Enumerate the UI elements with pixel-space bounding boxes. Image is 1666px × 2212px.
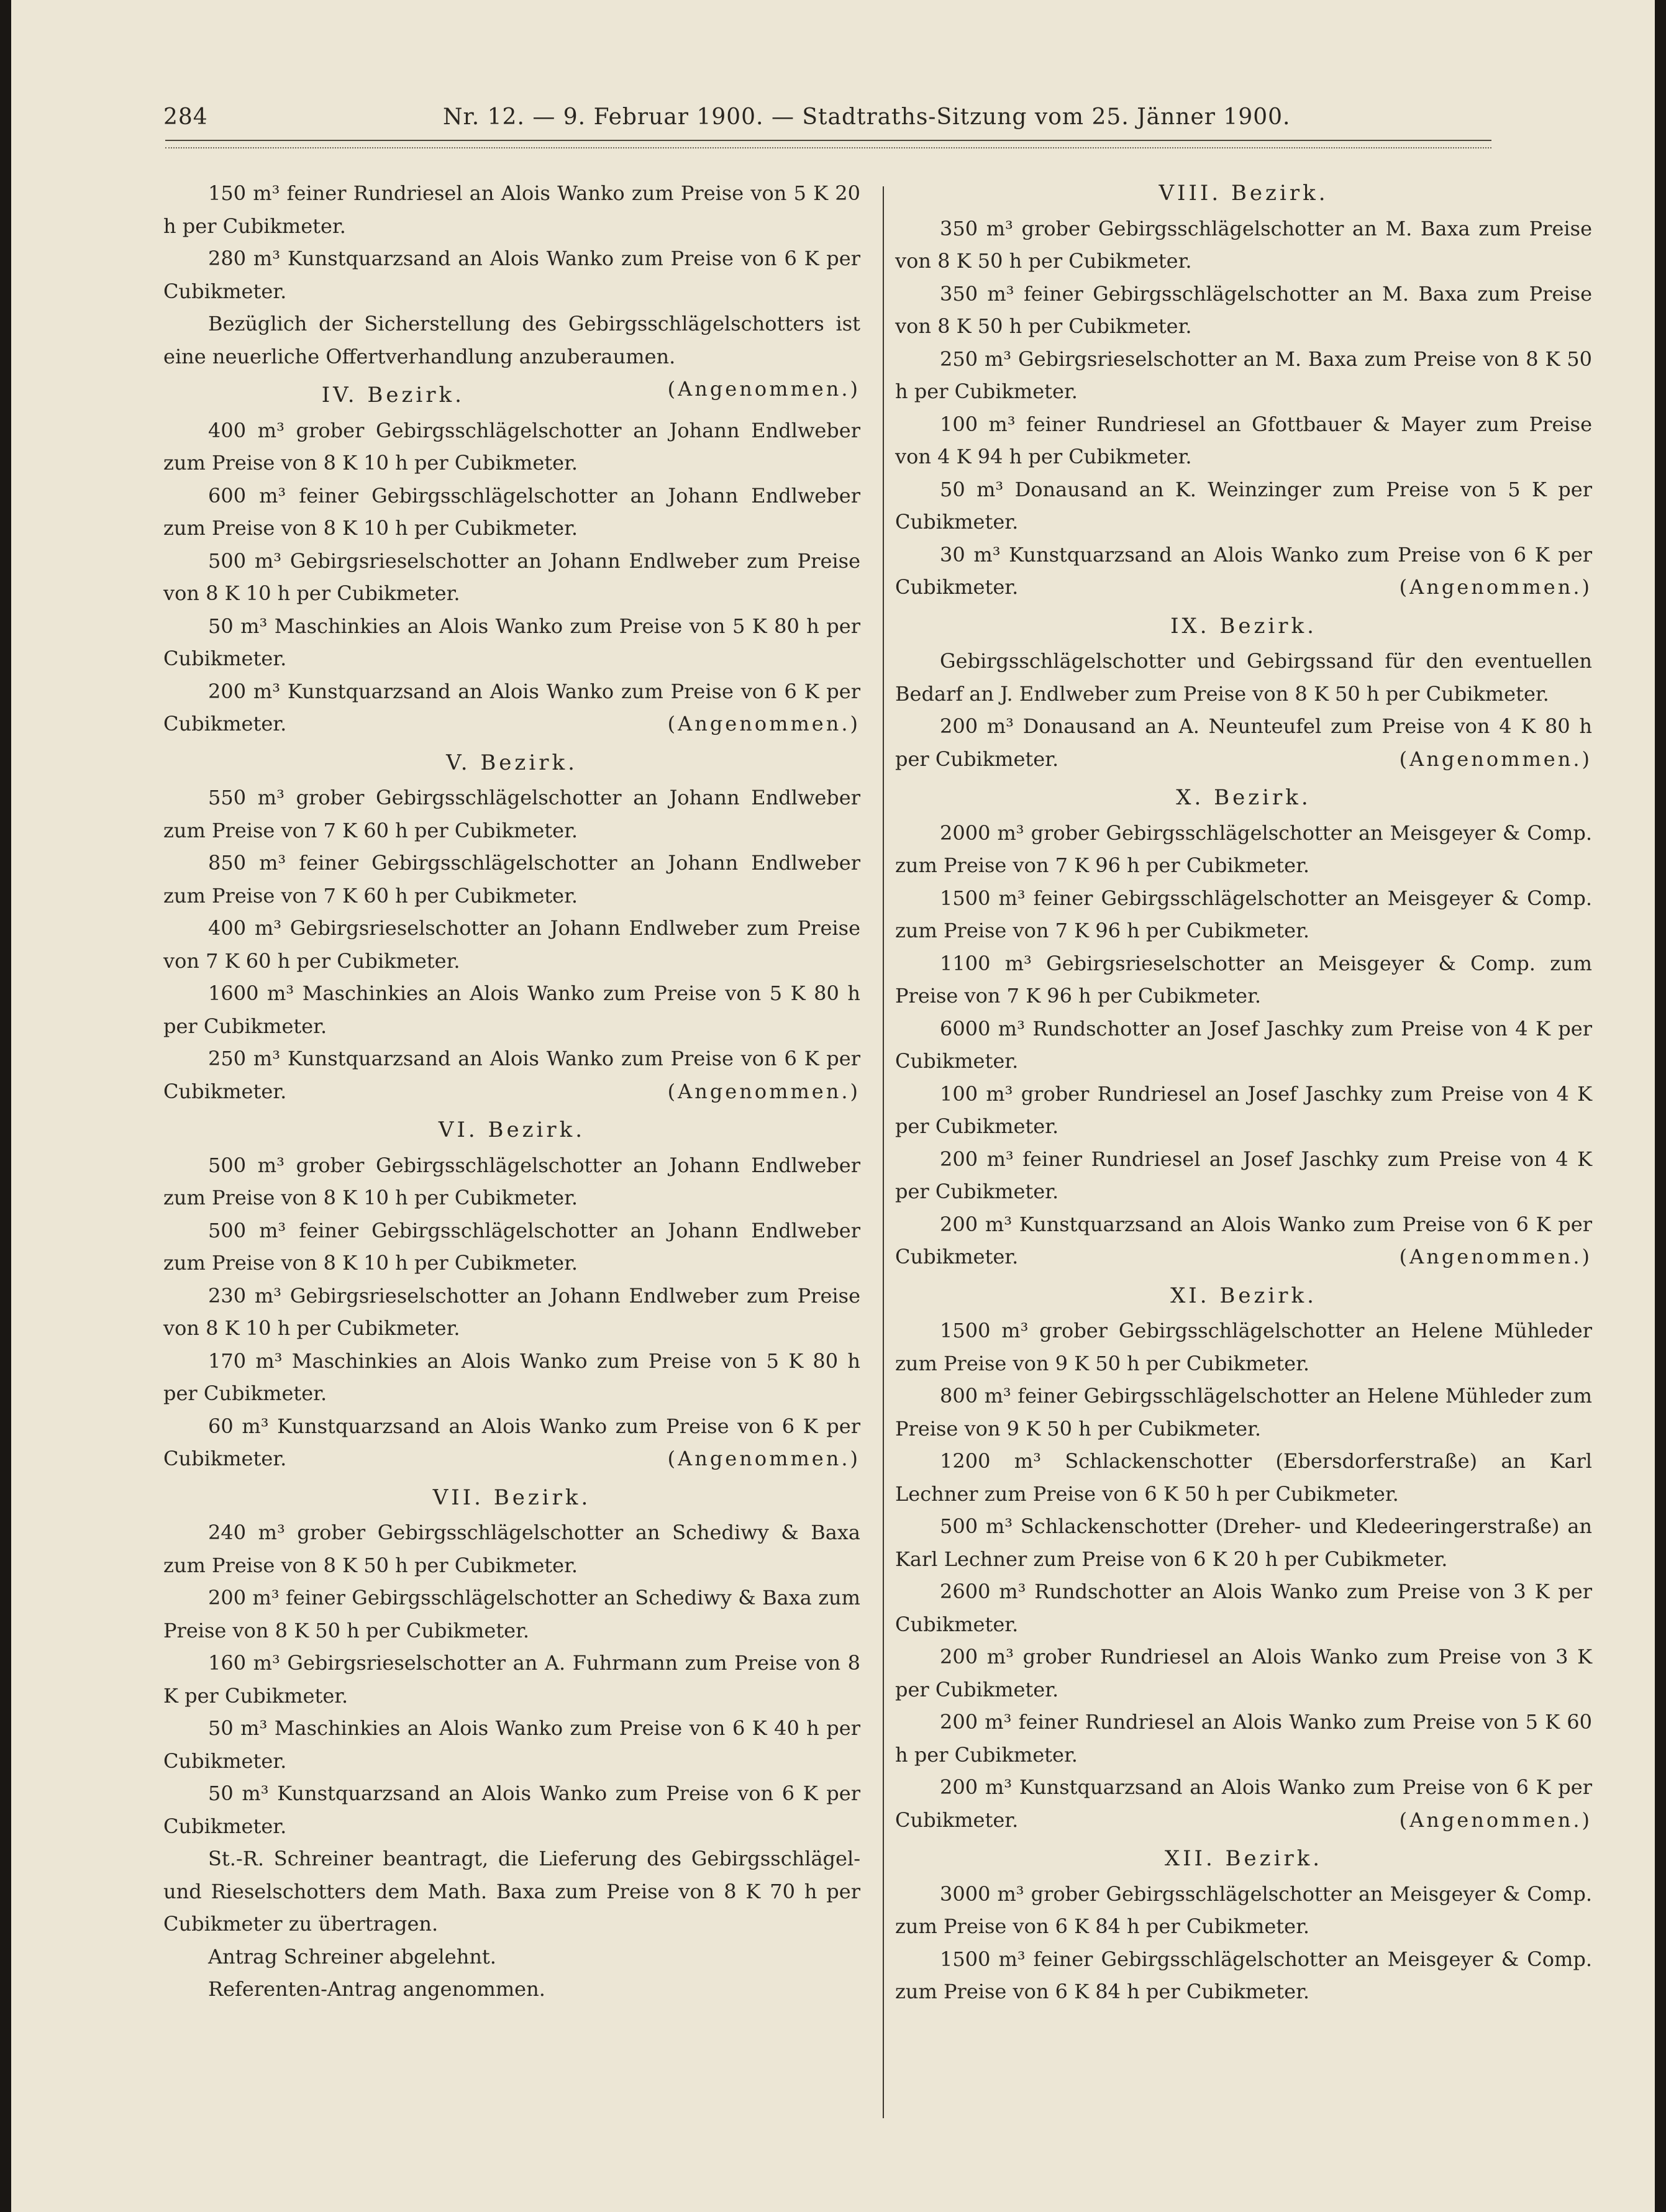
paragraph: 1200 m³ Schlackenschotter (Ebersdorferstraße) an Karl Lechner zum Preise von 6 K 50 h per Cubikmeter. — [895, 1449, 1592, 1506]
paragraph: Gebirgsschlägelschotter und Gebirgssand für den eventuellen Bedarf an J. Endlweber zum Preise von 8 K 50 h per Cubikmeter. — [895, 649, 1592, 706]
paragraph: 2600 m³ Rundschotter an Alois Wanko zum Preise von 3 K per Cubikmeter. — [895, 1580, 1592, 1636]
paragraph: 50 m³ Maschinkies an Alois Wanko zum Preise von 5 K 80 h per Cubikmeter. — [163, 614, 860, 670]
paragraph — [895, 539, 1592, 604]
motion-paragraph: St.-R. Schreiner beantragt, die Lieferung des Gebirgsschlägel- und Rieselschotters dem Math. Baxa zum Preise von 8 K 70 h per Cubikmeter zu übertragen. — [163, 1847, 860, 1936]
paragraph: 250 m³ Gebirgsrieselschotter an M. Baxa zum Preise von 8 K 50 h per Cubikmeter. — [895, 347, 1592, 403]
paragraph: 3000 m³ grober Gebirgsschlägelschotter an Meisgeyer & Comp. zum Preise von 6 K 84 h per Cubikmeter. — [895, 1882, 1592, 1938]
accepted-note: (Angenommen.) — [667, 377, 860, 401]
paragraph: 100 m³ feiner Rundriesel an Gfottbauer & Mayer zum Preise von 4 K 94 h per Cubikmeter. — [895, 412, 1592, 468]
column-divider — [883, 186, 884, 2118]
paragraph: 1500 m³ feiner Gebirgsschlägelschotter an Meisgeyer & Comp. zum Preise von 6 K 84 h per Cubikmeter. — [895, 1947, 1592, 2003]
section-heading: IV. Bezirk. — [321, 383, 465, 407]
section-heading: VII. Bezirk. — [432, 1485, 591, 1510]
paragraph: 1500 m³ feiner Gebirgsschlägelschotter an Meisgeyer & Comp. zum Preise von 7 K 96 h per Cubikmeter. — [895, 886, 1592, 942]
accepted-note: (Angenommen.) — [667, 1079, 860, 1103]
paragraph — [163, 675, 860, 740]
paragraph: 200 m³ feiner Rundriesel an Josef Jaschky zum Preise von 4 K per Cubikmeter. — [895, 1147, 1592, 1203]
section-heading: X. Bezirk. — [1176, 785, 1311, 810]
page-number: 284 — [163, 104, 208, 130]
paragraph — [895, 1208, 1592, 1273]
paragraph-text: 200 m³ Kunstquarzsand an Alois Wanko zum Preise von 6 K per Cubikmeter. — [163, 679, 860, 735]
paragraph: 500 m³ Schlackenschotter (Dreher- und Kledeeringerstraße) an Karl Lechner zum Preise von 6 K 20 h per Cubikmeter. — [895, 1514, 1592, 1571]
header-rule — [165, 140, 1491, 148]
paragraph: 1500 m³ grober Gebirgsschlägelschotter an Helene Mühleder zum Preise von 9 K 50 h per Cubikmeter. — [895, 1319, 1592, 1375]
section-heading: V. Bezirk. — [446, 750, 578, 775]
paragraph: 850 m³ feiner Gebirgsschlägelschotter an Johann Endlweber zum Preise von 7 K 60 h per Cubikmeter. — [163, 851, 860, 908]
accepted-note: (Angenommen.) — [667, 1447, 860, 1470]
motion-result: Referenten-Antrag angenommen. — [208, 1977, 545, 2001]
paragraph: 1100 m³ Gebirgsrieselschotter an Meisgeyer & Comp. zum Preise von 7 K 96 h per Cubikmeter. — [895, 951, 1592, 1008]
left-column — [163, 177, 860, 2006]
accepted-note: (Angenommen.) — [1399, 1808, 1592, 1832]
paragraph — [163, 1410, 860, 1475]
paragraph-text: 200 m³ Kunstquarzsand an Alois Wanko zum Preise von 6 K per Cubikmeter. — [895, 1775, 1592, 1832]
paragraph: 350 m³ feiner Gebirgsschlägelschotter an M. Baxa zum Preise von 8 K 50 h per Cubikmeter. — [895, 281, 1592, 338]
accepted-note: (Angenommen.) — [1399, 747, 1592, 771]
paragraph: 350 m³ grober Gebirgsschlägelschotter an M. Baxa zum Preise von 8 K 50 h per Cubikmeter. — [895, 216, 1592, 273]
section-heading: VI. Bezirk. — [438, 1117, 586, 1142]
page-header — [163, 98, 1499, 135]
paragraph: 50 m³ Kunstquarzsand an Alois Wanko zum Preise von 6 K per Cubikmeter. — [163, 1782, 860, 1838]
section-heading: VIII. Bezirk. — [1158, 181, 1329, 206]
document-page — [11, 0, 1655, 2212]
motion-result: Antrag Schreiner abgelehnt. — [208, 1944, 496, 1968]
paragraph: 200 m³ feiner Rundriesel an Alois Wanko zum Preise von 5 K 60 h per Cubikmeter. — [895, 1710, 1592, 1767]
paragraph — [163, 1042, 860, 1108]
section-heading: XI. Bezirk. — [1170, 1283, 1317, 1308]
paragraph: 2000 m³ grober Gebirgsschlägelschotter an Meisgeyer & Comp. zum Preise von 7 K 96 h per Cubikmeter. — [895, 821, 1592, 877]
paragraph-text: 250 m³ Kunstquarzsand an Alois Wanko zum Preise von 6 K per Cubikmeter. — [163, 1047, 860, 1103]
paragraph: 800 m³ feiner Gebirgsschlägelschotter an Helene Mühleder zum Preise von 9 K 50 h per Cubikmeter. — [895, 1384, 1592, 1441]
accepted-note: (Angenommen.) — [1399, 1245, 1592, 1268]
paragraph: 500 m³ grober Gebirgsschlägelschotter an Johann Endlweber zum Preise von 8 K 10 h per Cubikmeter. — [163, 1153, 860, 1209]
paragraph: 150 m³ feiner Rundriesel an Alois Wanko zum Preise von 5 K 20 h per Cubikmeter. — [163, 181, 860, 238]
paragraph: 100 m³ grober Rundriesel an Josef Jaschky zum Preise von 4 K per Cubikmeter. — [895, 1081, 1592, 1138]
paragraph: 50 m³ Maschinkies an Alois Wanko zum Preise von 6 K 40 h per Cubikmeter. — [163, 1716, 860, 1773]
paragraph: 6000 m³ Rundschotter an Josef Jaschky zum Preise von 4 K per Cubikmeter. — [895, 1016, 1592, 1073]
paragraph: 550 m³ grober Gebirgsschlägelschotter an Johann Endlweber zum Preise von 7 K 60 h per Cubikmeter. — [163, 786, 860, 842]
paragraph: 500 m³ feiner Gebirgsschlägelschotter an Johann Endlweber zum Preise von 8 K 10 h per Cubikmeter. — [163, 1218, 860, 1275]
paragraph: 400 m³ grober Gebirgsschlägelschotter an Johann Endlweber zum Preise von 8 K 10 h per Cubikmeter. — [163, 418, 860, 475]
accepted-note: (Angenommen.) — [667, 712, 860, 735]
right-column — [895, 177, 1592, 2008]
paragraph — [895, 710, 1592, 775]
paragraph: 200 m³ grober Rundriesel an Alois Wanko zum Preise von 3 K per Cubikmeter. — [895, 1645, 1592, 1701]
paragraph-text: 200 m³ Kunstquarzsand an Alois Wanko zum Preise von 6 K per Cubikmeter. — [895, 1212, 1592, 1268]
running-title: Nr. 12. — 9. Februar 1900. — Stadtraths-Sitzung vom 25. Jänner 1900. — [443, 104, 1291, 130]
paragraph: 230 m³ Gebirgsrieselschotter an Johann Endlweber zum Preise von 8 K 10 h per Cubikmeter. — [163, 1283, 860, 1340]
section-heading: IX. Bezirk. — [1170, 613, 1317, 639]
paragraph: 500 m³ Gebirgsrieselschotter an Johann Endlweber zum Preise von 8 K 10 h per Cubikmeter. — [163, 548, 860, 605]
paragraph-text: 30 m³ Kunstquarzsand an Alois Wanko zum Preise von 6 K per Cubikmeter. — [895, 542, 1592, 599]
paragraph-text: Bezüglich der Sicherstellung des Gebirgsschlägelschotters ist eine neuerliche Offertverhandlung anzuberaumen. — [163, 312, 860, 368]
paragraph: 400 m³ Gebirgsrieselschotter an Johann Endlweber zum Preise von 7 K 60 h per Cubikmeter. — [163, 916, 860, 973]
paragraph: 600 m³ feiner Gebirgsschlägelschotter an Johann Endlweber zum Preise von 8 K 10 h per Cubikmeter. — [163, 483, 860, 540]
paragraph: 280 m³ Kunstquarzsand an Alois Wanko zum Preise von 6 K per Cubikmeter. — [163, 247, 860, 303]
section-heading: XII. Bezirk. — [1164, 1846, 1323, 1871]
paragraph-text: 60 m³ Kunstquarzsand an Alois Wanko zum Preise von 6 K per Cubikmeter. — [163, 1414, 860, 1470]
paragraph: 200 m³ feiner Gebirgsschlägelschotter an Schediwy & Baxa zum Preise von 8 K 50 h per Cubikmeter. — [163, 1586, 860, 1642]
paragraph: 170 m³ Maschinkies an Alois Wanko zum Preise von 5 K 80 h per Cubikmeter. — [163, 1349, 860, 1405]
paragraph: 1600 m³ Maschinkies an Alois Wanko zum Preise von 5 K 80 h per Cubikmeter. — [163, 981, 860, 1038]
accepted-note: (Angenommen.) — [1399, 575, 1592, 599]
paragraph: 50 m³ Donausand an K. Weinzinger zum Preise von 5 K per Cubikmeter. — [895, 477, 1592, 534]
paragraph-text: 200 m³ Donausand an A. Neunteufel zum Preise von 4 K 80 h per Cubikmeter. — [895, 714, 1592, 771]
paragraph: 240 m³ grober Gebirgsschlägelschotter an Schediwy & Baxa zum Preise von 8 K 50 h per Cubikmeter. — [163, 1521, 860, 1577]
paragraph — [895, 1771, 1592, 1836]
paragraph: 160 m³ Gebirgsrieselschotter an A. Fuhrmann zum Preise von 8 K per Cubikmeter. — [163, 1651, 860, 1708]
